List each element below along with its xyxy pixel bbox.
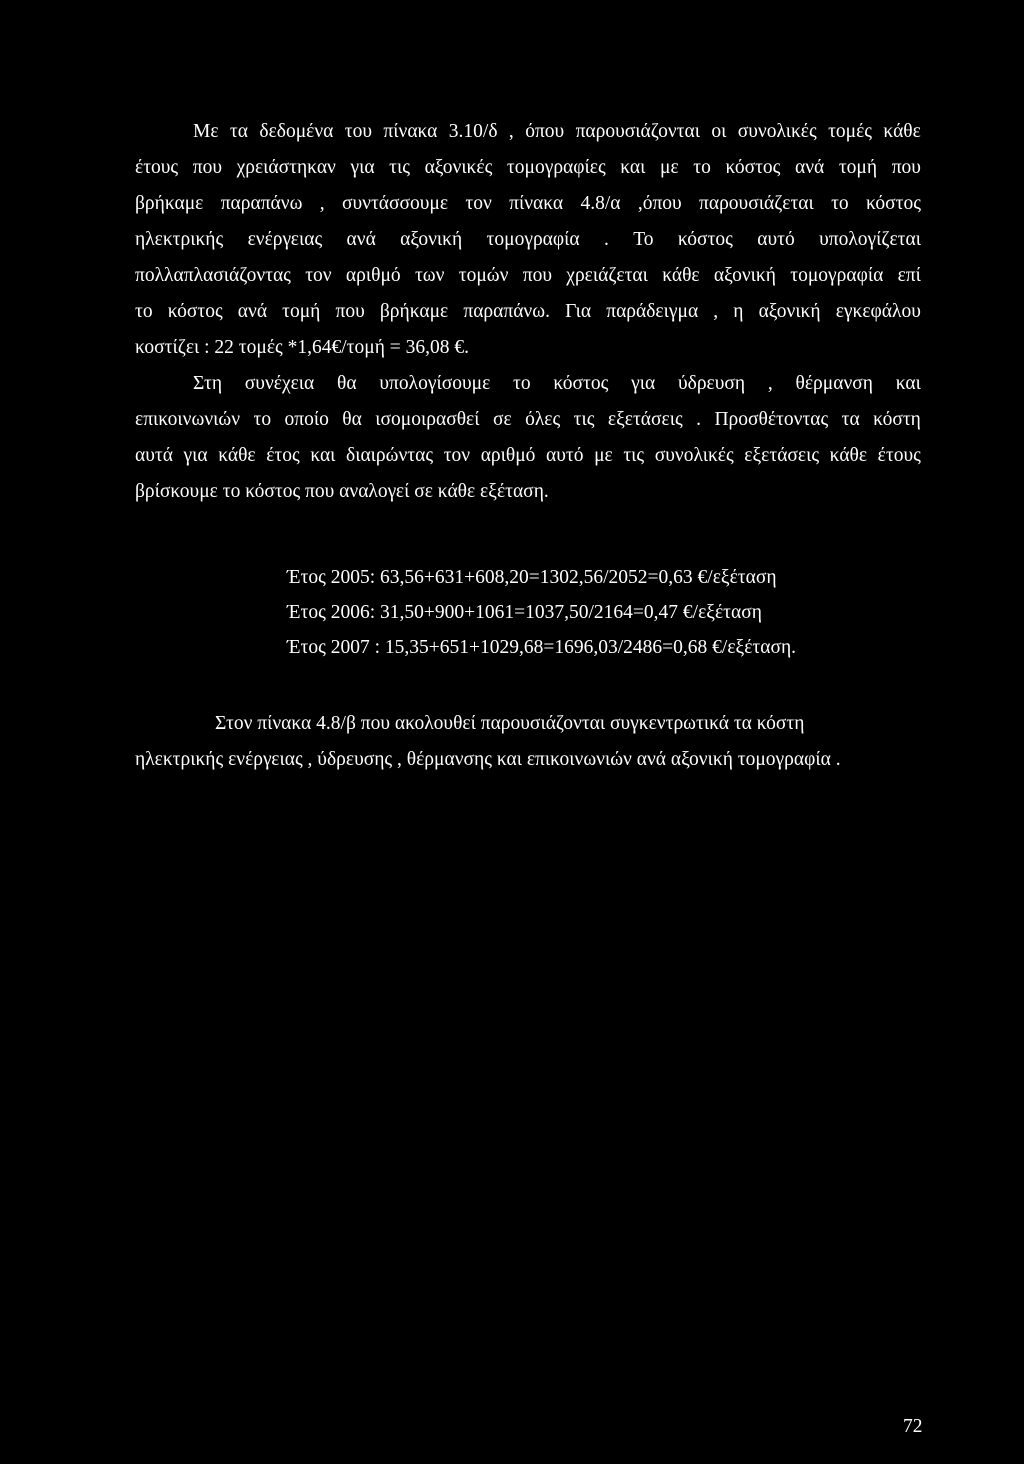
paragraph-2-line-4: βρίσκουμε το κόστος που αναλογεί σε κάθε εξέταση. <box>135 481 549 502</box>
paragraph-2-line-1: Στη συνέχεια θα υπολογίσουμε το κόστος για ύδρευση , θέρμανση και <box>193 373 921 394</box>
equation-2006: Έτος 2006: 31,50+900+1061=1037,50/2164=0,47 €/εξέταση <box>287 602 762 623</box>
paragraph-3-line-1: Στον πίνακα 4.8/β που ακολουθεί παρουσιάζονται συγκεντρωτικά τα κόστη <box>215 713 805 734</box>
paragraph-2-line-2: επικοινωνιών το οποίο θα ισομοιρασθεί σε όλες τις εξετάσεις . Προσθέτοντας τα κόστη <box>135 409 921 430</box>
paragraph-1-line-4: ηλεκτρικής ενέργειας ανά αξονική τομογραφία . Το κόστος αυτό υπολογίζεται <box>135 229 921 250</box>
page-number: 72 <box>903 1416 923 1437</box>
paragraph-1-line-1: Με τα δεδομένα του πίνακα 3.10/δ , όπου παρουσιάζονται οι συνολικές τομές κάθε <box>193 121 921 142</box>
paragraph-1-line-2: έτους που χρειάστηκαν για τις αξονικές τομογραφίες και με το κόστος ανά τομή που <box>135 157 921 178</box>
paragraph-1-line-6: το κόστος ανά τομή που βρήκαμε παραπάνω. Για παράδειγμα , η αξονική εγκεφάλου <box>135 301 921 322</box>
equation-2007: Έτος 2007 : 15,35+651+1029,68=1696,03/2486=0,68 €/εξέταση. <box>287 637 797 658</box>
paragraph-1-line-7: κοστίζει : 22 τομές *1,64€/τομή = 36,08 €. <box>135 337 470 358</box>
paragraph-1-line-5: πολλαπλασιάζοντας τον αριθμό των τομών που χρειάζεται κάθε αξονική τομογραφία επί <box>135 265 921 286</box>
equation-2005: Έτος 2005: 63,56+631+608,20=1302,56/2052=0,63 €/εξέταση <box>287 567 777 588</box>
paragraph-3-line-2: ηλεκτρικής ενέργειας , ύδρευσης , θέρμανσης και επικοινωνιών ανά αξονική τομογραφία . <box>135 749 841 770</box>
paragraph-1-line-3: βρήκαμε παραπάνω , συντάσσουμε τον πίνακα 4.8/α ,όπου παρουσιάζεται το κόστος <box>135 193 921 214</box>
paragraph-2-line-3: αυτά για κάθε έτος και διαιρώντας τον αριθμό αυτό με τις συνολικές εξετάσεις κάθε έτους <box>135 445 921 466</box>
